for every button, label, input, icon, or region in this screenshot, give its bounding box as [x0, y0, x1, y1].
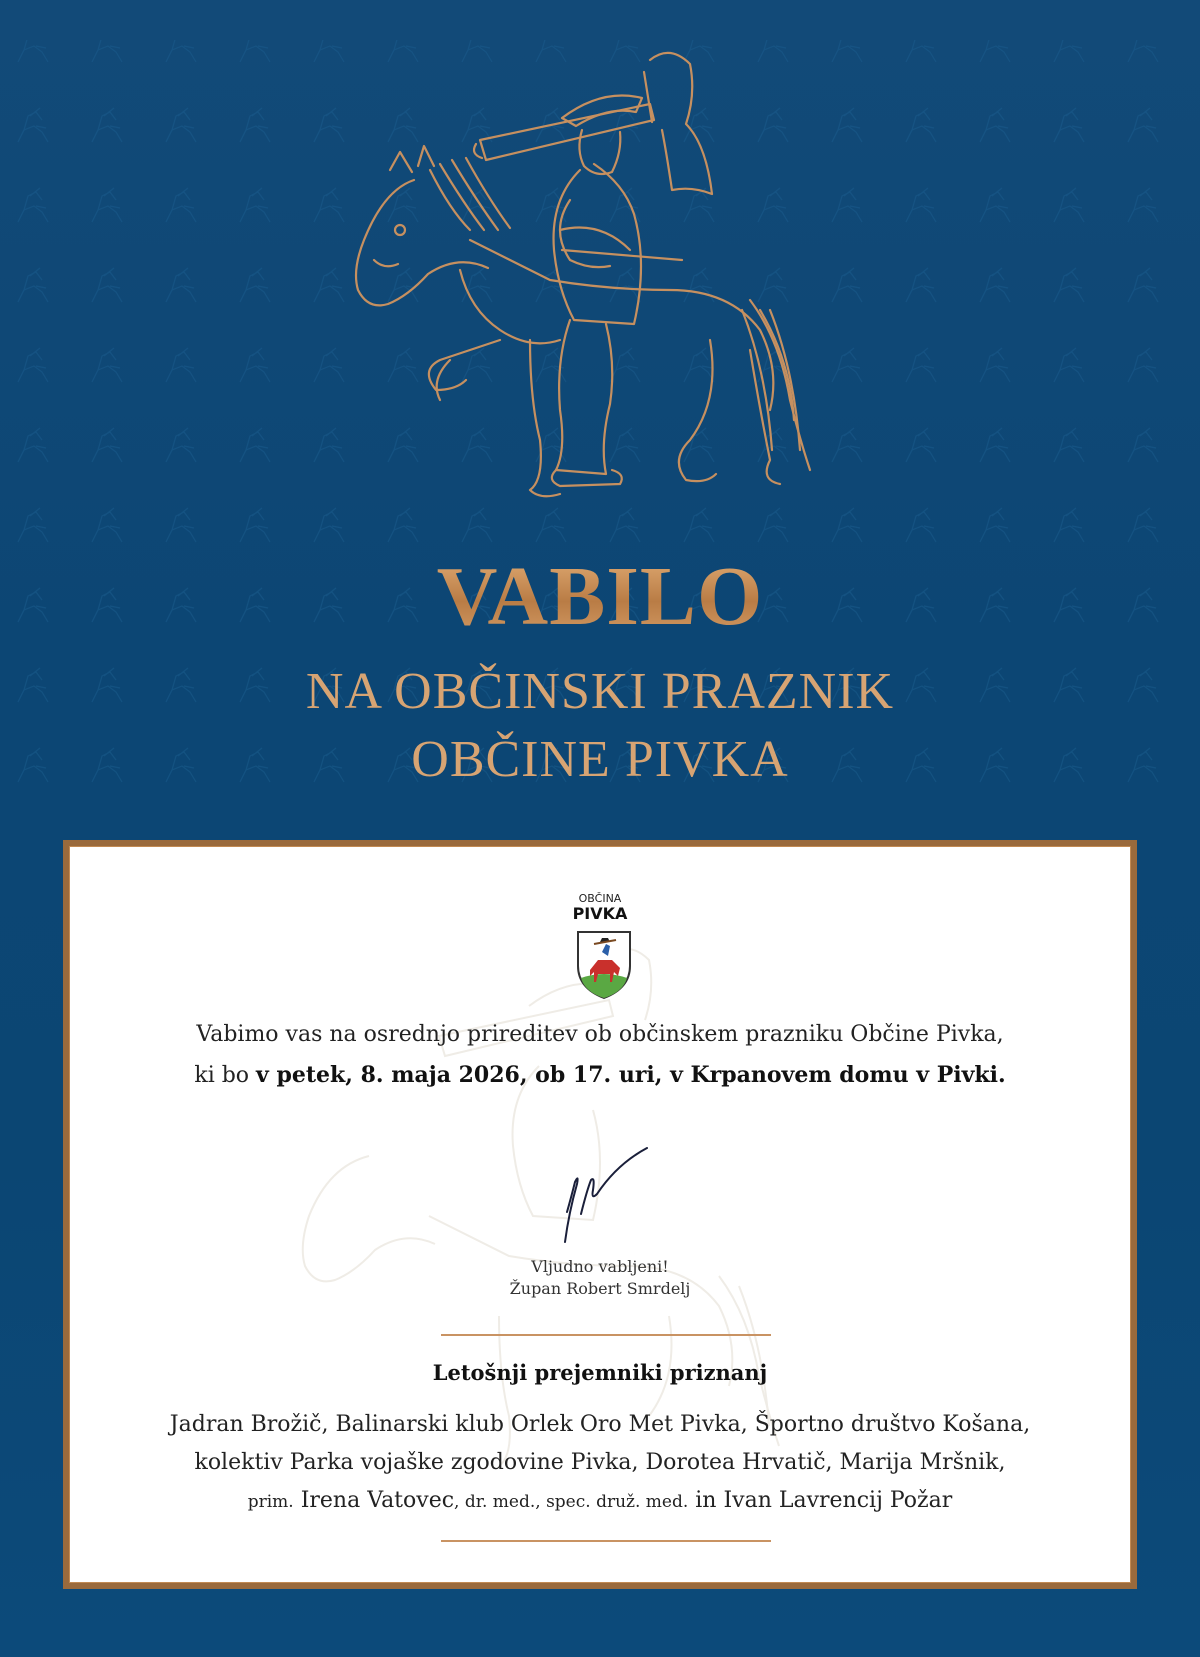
rider-on-horse-illustration [330, 40, 870, 540]
invitation-text-line1: Vabimo vas na osrednjo prireditev ob občinskem prazniku Občine Pivka, [196, 1022, 1004, 1047]
recipients-heading: Letošnji prejemniki priznanj [432, 1360, 768, 1385]
mayor-name: Župan Robert Smrdelj [509, 1279, 691, 1298]
event-details: v petek, 8. maja 2026, ob 17. uri, v Krpanovem domu v Pivki. [256, 1062, 1006, 1088]
invitation-title: VABILO [0, 548, 1200, 645]
recipient-name-vatovec: Irena Vatovec [293, 1488, 455, 1513]
divider-top [441, 1334, 771, 1336]
invitation-text-line2 [69, 1062, 1131, 1088]
invitation-subtitle-line2: OBČINE PIVKA [411, 731, 789, 788]
recipients-line1: Jadran Brožič, Balinarski klub Orlek Oro Met Pivka, Športno društvo Košana, [169, 1412, 1031, 1437]
logo-label-obcina: OBČINA [578, 892, 622, 905]
recipient-title: , dr. med., spec. druž. med. [454, 1492, 689, 1512]
pivka-coat-of-arms-icon [576, 930, 632, 1000]
closing-greeting: Vljudno vabljeni! [531, 1257, 669, 1276]
logo-label-pivka: PIVKA [572, 904, 628, 923]
recipients-line2: kolektiv Parka vojaške zgodovine Pivka, Dorotea Hrvatič, Marija Mršnik, [194, 1450, 1006, 1475]
recipient-prefix-prim: prim. [247, 1492, 294, 1512]
invitation-text-prefix: ki bo [194, 1063, 257, 1088]
recipients-line3 [69, 1488, 1131, 1513]
invitation-card [63, 840, 1137, 1589]
invitation-subtitle-line1: NA OBČINSKI PRAZNIK [305, 663, 895, 720]
divider-bottom [441, 1540, 771, 1542]
mayor-signature [529, 1144, 649, 1246]
recipient-final: in Ivan Lavrencij Požar [688, 1488, 953, 1513]
